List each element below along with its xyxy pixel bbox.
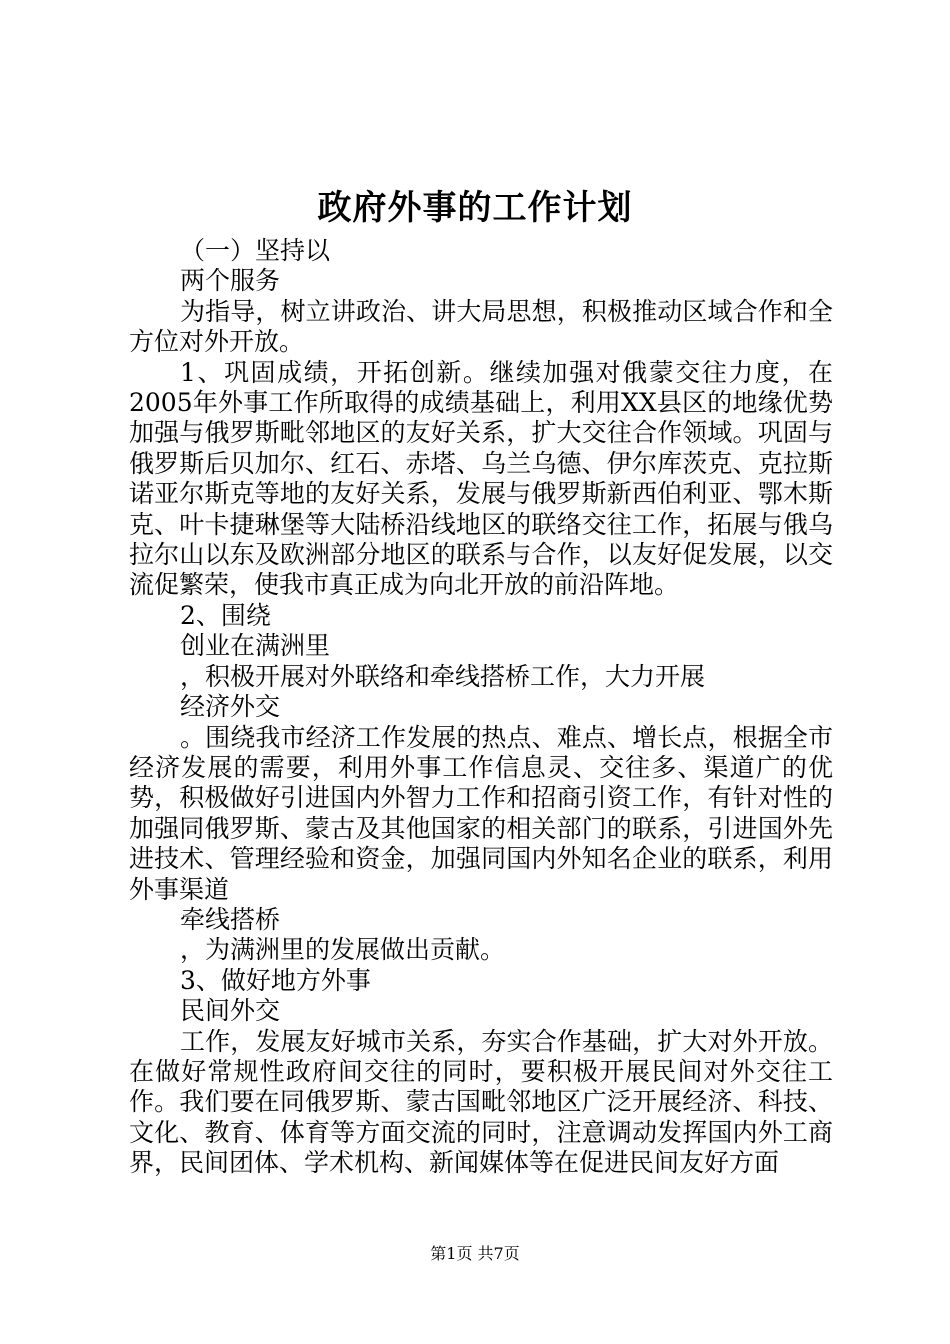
paragraph: 经济外交	[180, 692, 281, 722]
paragraph: 1、巩固成绩，开拓创新。继续加强对俄蒙交往力度，在2005年外事工作所取得的成绩基础上，利用XX县区的地缘优势加强与俄罗斯毗邻地区的友好关系，扩大交往合作领域。巩固与俄罗斯后贝加尔、红石、赤塔、乌兰乌德、伊尔库茨克、克拉斯诺亚尔斯克等地的友好关系，发展与俄罗斯新西伯利亚、鄂木斯克、叶卡捷琳堡等大陆桥沿线地区的联络交往工作，拓展与俄乌拉尔山以东及欧洲部分地区的联系与合作，以友好促发展，以交流促繁荣，使我市真正成为向北开放的前沿阵地。	[129, 357, 833, 600]
paragraph: （一）坚持以	[180, 236, 331, 265]
paragraph: ，积极开展对外联络和牵线搭桥工作，大力开展	[180, 661, 706, 691]
paragraph: 民间外交	[180, 996, 281, 1026]
paragraph: ，为满洲里的发展做出贡献。	[180, 935, 506, 965]
paragraph: 两个服务	[180, 266, 281, 296]
paragraph: 2、围绕	[180, 600, 271, 630]
paragraph: 工作，发展友好城市关系，夯实合作基础，扩大对外开放。在做好常规性政府间交往的同时，要积极开展民间对外交往工作。我们要在同俄罗斯、蒙古国毗邻地区广泛开展经济、科技、文化、教育、体育等方面交流的同时，注意调动发挥国内外工商界，民间团体、学术机构、新闻媒体等在促进民间友好方面	[129, 1026, 833, 1178]
document-body	[129, 236, 833, 1179]
paragraph: 。围绕我市经济工作发展的热点、难点、增长点，根据全市经济发展的需要，利用外事工作信息灵、交往多、渠道广的优势，积极做好引进国内外智力工作和招商引资工作，有针对性的加强同俄罗斯、蒙古及其他国家的相关部门的联系，引进国外先进技术、管理经验和资金，加强同国内外知名企业的联系，利用外事渠道	[129, 722, 833, 904]
document-title: 政府外事的工作计划	[317, 188, 633, 228]
page-footer: 第1页 共7页	[430, 1244, 520, 1263]
paragraph: 牵线搭桥	[180, 904, 281, 934]
paragraph: 3、做好地方外事	[180, 965, 371, 995]
paragraph: 为指导，树立讲政治、讲大局思想，积极推动区域合作和全方位对外开放。	[129, 296, 833, 357]
paragraph: 创业在满洲里	[180, 631, 331, 661]
